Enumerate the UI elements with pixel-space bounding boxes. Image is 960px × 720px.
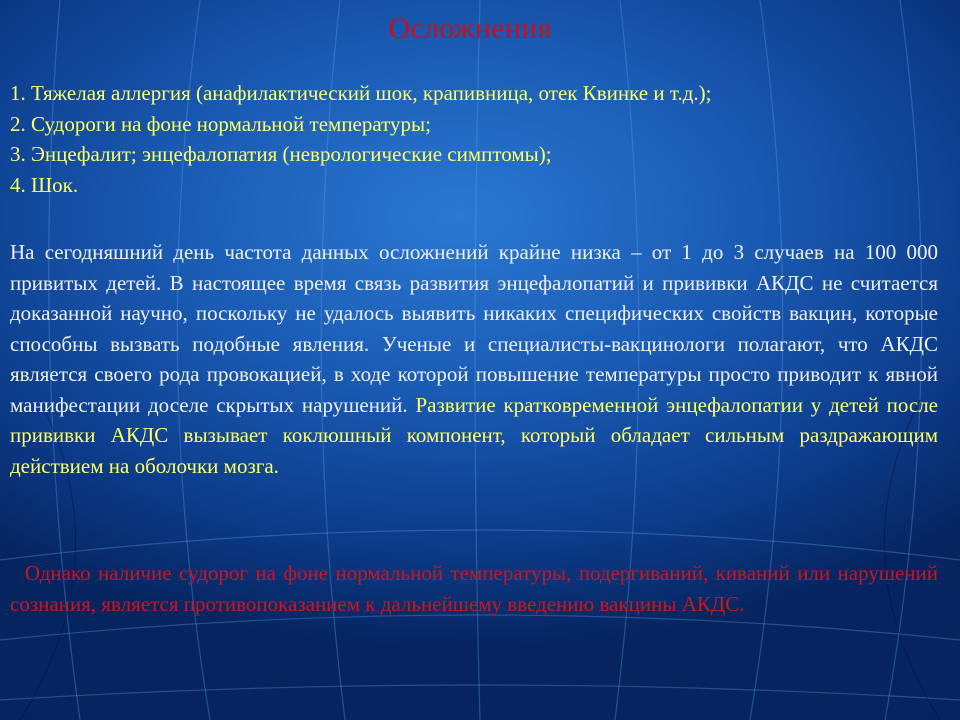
- list-item: 3. Энцефалит; энцефалопатия (неврологические симптомы);: [10, 142, 552, 166]
- list-item: 2. Судороги на фоне нормальной температуры;: [10, 111, 431, 136]
- contraindication-warning: Однако наличие судорог на фоне нормальной температуры, подергиваний, киваний или нарушений сознания, является противопоказанием к дальнейшему введению вакцины АКДС.: [10, 561, 944, 616]
- paragraph-yellow-text: Развитие кратковременной энцефалопатии у детей после прививки АКДС вызывает коклюшный компонент, который обладает сильным раздражающим действием на оболочки мозга.: [10, 392, 938, 478]
- paragraph-white-text: На сегодняшний день частота данных осложнений крайне низка – от 1 до 3 случаев на 100 000 привитых детей. В настоящее время связь развития энцефалопатий и прививки АКДС не считается доказанной научно, поскольку не удалось выявить никаких специфических свойств вакцин, которые способны вызвать подобные явления. Ученые и специалисты-вакцинологи полагают, что АКДС является своего рода провокацией, в ходе которой повышение температуры просто приводит к явной манифестации доселе скрытых нарушений.: [10, 240, 938, 417]
- slide-title: Осложнения: [388, 12, 552, 45]
- list-item: 1. Тяжелая аллергия (анафилактический шок, крапивница, отек Квинке и т.д.);: [10, 81, 712, 105]
- complications-list: [10, 78, 940, 200]
- frequency-paragraph: [10, 237, 938, 481]
- list-item: 4. Шок.: [10, 172, 79, 197]
